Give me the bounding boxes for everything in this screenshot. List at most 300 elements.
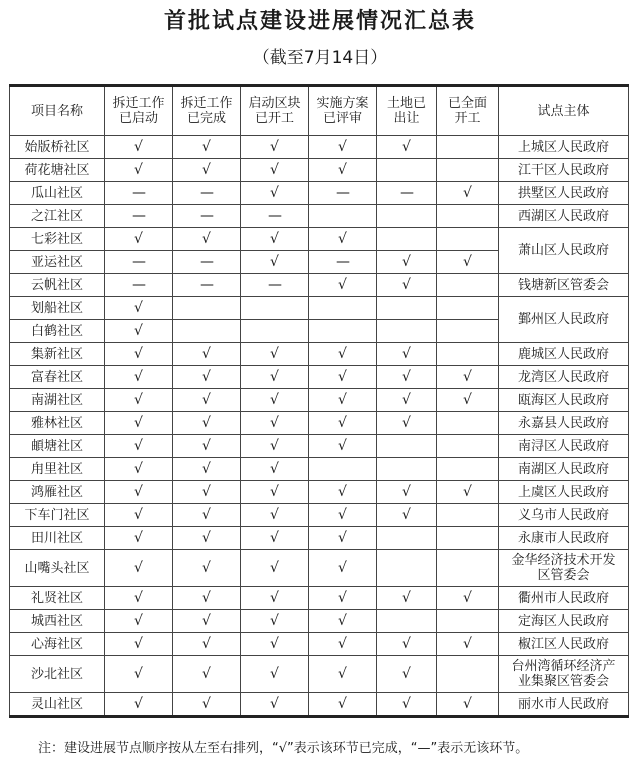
empty-cell <box>437 274 499 297</box>
completed-mark-cell <box>377 504 437 527</box>
not-applicable-cell <box>241 205 309 228</box>
not-applicable-cell <box>105 251 173 274</box>
check-mark: √ <box>134 559 143 576</box>
check-mark: √ <box>338 414 347 431</box>
pilot-subject-cell: 江干区人民政府 <box>499 159 629 182</box>
completed-mark-cell <box>377 481 437 504</box>
table-row <box>10 656 629 693</box>
empty-cell <box>173 320 241 343</box>
check-mark: √ <box>338 138 347 155</box>
column-header: 项目名称 <box>10 86 105 136</box>
check-mark: √ <box>402 391 411 408</box>
check-mark: √ <box>463 695 472 712</box>
table-row <box>10 481 629 504</box>
check-mark: √ <box>270 635 279 652</box>
empty-cell <box>309 205 377 228</box>
pilot-subject-cell: 上城区人民政府 <box>499 136 629 159</box>
completed-mark-cell <box>241 412 309 435</box>
completed-mark-cell <box>241 182 309 205</box>
check-mark: √ <box>338 161 347 178</box>
completed-mark-cell <box>105 412 173 435</box>
empty-cell <box>437 504 499 527</box>
completed-mark-cell <box>309 656 377 693</box>
completed-mark-cell <box>377 251 437 274</box>
completed-mark-cell <box>241 610 309 633</box>
completed-mark-cell <box>241 159 309 182</box>
completed-mark-cell <box>309 343 377 366</box>
project-name-cell: 沙北社区 <box>10 656 105 693</box>
not-applicable-cell <box>309 182 377 205</box>
completed-mark-cell <box>105 136 173 159</box>
table-row <box>10 205 629 228</box>
dash-mark: — <box>268 276 281 293</box>
check-mark: √ <box>402 276 411 293</box>
check-mark: √ <box>338 559 347 576</box>
completed-mark-cell <box>173 343 241 366</box>
table-row <box>10 343 629 366</box>
check-mark: √ <box>402 483 411 500</box>
pilot-subject-cell: 衢州市人民政府 <box>499 587 629 610</box>
project-name-cell: 山嘴头社区 <box>10 550 105 587</box>
table-row <box>10 228 629 251</box>
completed-mark-cell <box>241 136 309 159</box>
not-applicable-cell <box>173 274 241 297</box>
completed-mark-cell <box>105 550 173 587</box>
table-body <box>10 136 629 717</box>
completed-mark-cell <box>173 228 241 251</box>
check-mark: √ <box>202 665 211 682</box>
check-mark: √ <box>134 161 143 178</box>
check-mark: √ <box>134 612 143 629</box>
project-name-cell: 荷花塘社区 <box>10 159 105 182</box>
completed-mark-cell <box>241 527 309 550</box>
completed-mark-cell <box>309 228 377 251</box>
completed-mark-cell <box>105 297 173 320</box>
project-name-cell: 瓜山社区 <box>10 182 105 205</box>
completed-mark-cell <box>309 412 377 435</box>
check-mark: √ <box>338 589 347 606</box>
completed-mark-cell <box>173 610 241 633</box>
completed-mark-cell <box>241 587 309 610</box>
dash-mark: — <box>132 276 145 293</box>
dash-mark: — <box>132 207 145 224</box>
completed-mark-cell <box>173 550 241 587</box>
pilot-subject-cell: 金华经济技术开发 区管委会 <box>499 550 629 587</box>
check-mark: √ <box>134 506 143 523</box>
dash-mark: — <box>132 184 145 201</box>
dash-mark: — <box>200 276 213 293</box>
pilot-subject-cell: 拱墅区人民政府 <box>499 182 629 205</box>
empty-cell <box>309 320 377 343</box>
check-mark: √ <box>202 695 211 712</box>
check-mark: √ <box>134 230 143 247</box>
check-mark: √ <box>270 138 279 155</box>
project-name-cell: 頔塘社区 <box>10 435 105 458</box>
completed-mark-cell <box>241 366 309 389</box>
project-name-cell: 云帆社区 <box>10 274 105 297</box>
check-mark: √ <box>402 635 411 652</box>
check-mark: √ <box>338 437 347 454</box>
dash-mark: — <box>200 207 213 224</box>
empty-cell <box>437 136 499 159</box>
pilot-subject-cell: 瓯海区人民政府 <box>499 389 629 412</box>
completed-mark-cell <box>173 458 241 481</box>
empty-cell <box>377 527 437 550</box>
check-mark: √ <box>202 612 211 629</box>
completed-mark-cell <box>309 527 377 550</box>
table-row <box>10 366 629 389</box>
completed-mark-cell <box>309 550 377 587</box>
completed-mark-cell <box>309 693 377 717</box>
completed-mark-cell <box>105 389 173 412</box>
check-mark: √ <box>134 414 143 431</box>
check-mark: √ <box>270 391 279 408</box>
empty-cell <box>437 228 499 251</box>
check-mark: √ <box>270 665 279 682</box>
check-mark: √ <box>270 695 279 712</box>
progress-summary-table <box>9 84 629 718</box>
completed-mark-cell <box>173 527 241 550</box>
check-mark: √ <box>134 391 143 408</box>
column-header: 土地已 出让 <box>377 86 437 136</box>
pilot-subject-cell: 西湖区人民政府 <box>499 205 629 228</box>
dash-mark: — <box>132 253 145 270</box>
completed-mark-cell <box>105 435 173 458</box>
pilot-subject-cell: 龙湾区人民政府 <box>499 366 629 389</box>
pilot-subject-cell: 丽水市人民政府 <box>499 693 629 717</box>
completed-mark-cell <box>437 389 499 412</box>
completed-mark-cell <box>241 435 309 458</box>
completed-mark-cell <box>377 136 437 159</box>
completed-mark-cell <box>241 550 309 587</box>
table-row <box>10 412 629 435</box>
check-mark: √ <box>270 506 279 523</box>
completed-mark-cell <box>105 228 173 251</box>
completed-mark-cell <box>309 610 377 633</box>
table-row <box>10 504 629 527</box>
project-name-cell: 南湖社区 <box>10 389 105 412</box>
pilot-subject-cell: 椒江区人民政府 <box>499 633 629 656</box>
check-mark: √ <box>402 506 411 523</box>
not-applicable-cell <box>173 205 241 228</box>
not-applicable-cell <box>105 274 173 297</box>
check-mark: √ <box>463 635 472 652</box>
completed-mark-cell <box>309 274 377 297</box>
completed-mark-cell <box>105 693 173 717</box>
completed-mark-cell <box>377 412 437 435</box>
check-mark: √ <box>338 529 347 546</box>
completed-mark-cell <box>173 587 241 610</box>
check-mark: √ <box>402 665 411 682</box>
completed-mark-cell <box>309 136 377 159</box>
check-mark: √ <box>202 161 211 178</box>
check-mark: √ <box>338 665 347 682</box>
check-mark: √ <box>270 589 279 606</box>
completed-mark-cell <box>437 587 499 610</box>
dash-mark: — <box>400 184 413 201</box>
empty-cell <box>377 435 437 458</box>
completed-mark-cell <box>437 633 499 656</box>
empty-cell <box>437 320 499 343</box>
empty-cell <box>437 458 499 481</box>
table-row <box>10 389 629 412</box>
pilot-subject-cell: 永康市人民政府 <box>499 527 629 550</box>
check-mark: √ <box>134 665 143 682</box>
column-header: 实施方案 已评审 <box>309 86 377 136</box>
check-mark: √ <box>402 253 411 270</box>
completed-mark-cell <box>241 251 309 274</box>
pilot-subject-cell: 上虞区人民政府 <box>499 481 629 504</box>
table-row <box>10 587 629 610</box>
completed-mark-cell <box>173 389 241 412</box>
empty-cell <box>377 159 437 182</box>
completed-mark-cell <box>309 366 377 389</box>
check-mark: √ <box>134 695 143 712</box>
completed-mark-cell <box>105 366 173 389</box>
completed-mark-cell <box>377 656 437 693</box>
table-row <box>10 159 629 182</box>
check-mark: √ <box>270 345 279 362</box>
check-mark: √ <box>338 695 347 712</box>
check-mark: √ <box>134 460 143 477</box>
pilot-subject-cell: 钱塘新区管委会 <box>499 274 629 297</box>
completed-mark-cell <box>309 504 377 527</box>
dash-mark: — <box>268 207 281 224</box>
empty-cell <box>377 320 437 343</box>
column-header: 已全面 开工 <box>437 86 499 136</box>
completed-mark-cell <box>173 412 241 435</box>
completed-mark-cell <box>437 693 499 717</box>
table-row <box>10 633 629 656</box>
check-mark: √ <box>134 437 143 454</box>
check-mark: √ <box>402 138 411 155</box>
table-row <box>10 458 629 481</box>
completed-mark-cell <box>105 159 173 182</box>
check-mark: √ <box>270 483 279 500</box>
project-name-cell: 灵山社区 <box>10 693 105 717</box>
completed-mark-cell <box>173 633 241 656</box>
table-row <box>10 182 629 205</box>
project-name-cell: 富春社区 <box>10 366 105 389</box>
check-mark: √ <box>338 230 347 247</box>
dash-mark: — <box>336 253 349 270</box>
check-mark: √ <box>270 184 279 201</box>
check-mark: √ <box>402 345 411 362</box>
not-applicable-cell <box>105 205 173 228</box>
not-applicable-cell <box>309 251 377 274</box>
completed-mark-cell <box>241 389 309 412</box>
check-mark: √ <box>402 695 411 712</box>
project-name-cell: 田川社区 <box>10 527 105 550</box>
pilot-subject-cell: 鹿城区人民政府 <box>499 343 629 366</box>
dash-mark: — <box>336 184 349 201</box>
project-name-cell: 心海社区 <box>10 633 105 656</box>
check-mark: √ <box>202 589 211 606</box>
empty-cell <box>309 458 377 481</box>
footnote: 注：建设进展节点顺序按从左至右排列，“√”表示该环节已完成，“—”表示无该环节。 <box>38 741 529 756</box>
completed-mark-cell <box>377 343 437 366</box>
completed-mark-cell <box>309 159 377 182</box>
completed-mark-cell <box>241 343 309 366</box>
check-mark: √ <box>270 437 279 454</box>
completed-mark-cell <box>377 274 437 297</box>
check-mark: √ <box>202 414 211 431</box>
check-mark: √ <box>202 345 211 362</box>
check-mark: √ <box>202 368 211 385</box>
project-name-cell: 划船社区 <box>10 297 105 320</box>
check-mark: √ <box>134 299 143 316</box>
check-mark: √ <box>463 589 472 606</box>
column-header: 试点主体 <box>499 86 629 136</box>
project-name-cell: 亚运社区 <box>10 251 105 274</box>
completed-mark-cell <box>241 656 309 693</box>
completed-mark-cell <box>105 504 173 527</box>
project-name-cell: 礼贤社区 <box>10 587 105 610</box>
pilot-subject-cell: 萧山区人民政府 <box>499 228 629 274</box>
completed-mark-cell <box>241 481 309 504</box>
check-mark: √ <box>202 506 211 523</box>
column-header: 启动区块 已开工 <box>241 86 309 136</box>
empty-cell <box>241 320 309 343</box>
not-applicable-cell <box>173 251 241 274</box>
column-header: 拆迁工作 已完成 <box>173 86 241 136</box>
empty-cell <box>377 458 437 481</box>
check-mark: √ <box>463 368 472 385</box>
completed-mark-cell <box>437 481 499 504</box>
completed-mark-cell <box>173 693 241 717</box>
check-mark: √ <box>338 391 347 408</box>
project-name-cell: 鸿雁社区 <box>10 481 105 504</box>
check-mark: √ <box>202 460 211 477</box>
check-mark: √ <box>134 322 143 339</box>
completed-mark-cell <box>309 435 377 458</box>
check-mark: √ <box>270 559 279 576</box>
check-mark: √ <box>270 368 279 385</box>
column-header: 拆迁工作 已启动 <box>105 86 173 136</box>
check-mark: √ <box>402 368 411 385</box>
check-mark: √ <box>134 345 143 362</box>
completed-mark-cell <box>241 633 309 656</box>
check-mark: √ <box>134 138 143 155</box>
completed-mark-cell <box>309 587 377 610</box>
check-mark: √ <box>463 391 472 408</box>
project-name-cell: 甪里社区 <box>10 458 105 481</box>
check-mark: √ <box>270 230 279 247</box>
project-name-cell: 雅林社区 <box>10 412 105 435</box>
empty-cell <box>437 610 499 633</box>
completed-mark-cell <box>241 228 309 251</box>
completed-mark-cell <box>105 587 173 610</box>
completed-mark-cell <box>105 656 173 693</box>
check-mark: √ <box>338 368 347 385</box>
pilot-subject-cell: 南浔区人民政府 <box>499 435 629 458</box>
completed-mark-cell <box>309 481 377 504</box>
check-mark: √ <box>338 635 347 652</box>
not-applicable-cell <box>241 274 309 297</box>
completed-mark-cell <box>241 693 309 717</box>
empty-cell <box>241 297 309 320</box>
check-mark: √ <box>202 483 211 500</box>
completed-mark-cell <box>105 343 173 366</box>
empty-cell <box>437 343 499 366</box>
dash-mark: — <box>200 184 213 201</box>
check-mark: √ <box>270 253 279 270</box>
pilot-subject-cell: 台州湾循环经济产 业集聚区管委会 <box>499 656 629 693</box>
completed-mark-cell <box>241 458 309 481</box>
table-row <box>10 297 629 320</box>
check-mark: √ <box>134 529 143 546</box>
empty-cell <box>437 159 499 182</box>
empty-cell <box>377 610 437 633</box>
check-mark: √ <box>270 612 279 629</box>
check-mark: √ <box>270 161 279 178</box>
check-mark: √ <box>338 506 347 523</box>
check-mark: √ <box>134 635 143 652</box>
table-row <box>10 527 629 550</box>
header-row <box>10 86 629 136</box>
completed-mark-cell <box>437 366 499 389</box>
empty-cell <box>377 205 437 228</box>
check-mark: √ <box>202 138 211 155</box>
project-name-cell: 始版桥社区 <box>10 136 105 159</box>
check-mark: √ <box>270 414 279 431</box>
table-row <box>10 274 629 297</box>
check-mark: √ <box>202 635 211 652</box>
pilot-subject-cell: 鄞州区人民政府 <box>499 297 629 343</box>
check-mark: √ <box>338 345 347 362</box>
table-row <box>10 550 629 587</box>
completed-mark-cell <box>173 504 241 527</box>
project-name-cell: 城西社区 <box>10 610 105 633</box>
completed-mark-cell <box>105 610 173 633</box>
check-mark: √ <box>338 612 347 629</box>
pilot-subject-cell: 义乌市人民政府 <box>499 504 629 527</box>
empty-cell <box>309 297 377 320</box>
table-row <box>10 610 629 633</box>
completed-mark-cell <box>173 159 241 182</box>
table-row <box>10 435 629 458</box>
completed-mark-cell <box>437 251 499 274</box>
completed-mark-cell <box>105 481 173 504</box>
check-mark: √ <box>270 460 279 477</box>
completed-mark-cell <box>377 633 437 656</box>
completed-mark-cell <box>377 587 437 610</box>
empty-cell <box>437 412 499 435</box>
check-mark: √ <box>402 589 411 606</box>
completed-mark-cell <box>437 182 499 205</box>
completed-mark-cell <box>377 366 437 389</box>
completed-mark-cell <box>241 504 309 527</box>
check-mark: √ <box>202 230 211 247</box>
pilot-subject-cell: 定海区人民政府 <box>499 610 629 633</box>
completed-mark-cell <box>309 633 377 656</box>
check-mark: √ <box>202 529 211 546</box>
project-name-cell: 白鹤社区 <box>10 320 105 343</box>
empty-cell <box>377 228 437 251</box>
check-mark: √ <box>202 559 211 576</box>
project-name-cell: 下车门社区 <box>10 504 105 527</box>
not-applicable-cell <box>377 182 437 205</box>
completed-mark-cell <box>173 656 241 693</box>
completed-mark-cell <box>105 633 173 656</box>
not-applicable-cell <box>173 182 241 205</box>
completed-mark-cell <box>173 366 241 389</box>
check-mark: √ <box>338 483 347 500</box>
completed-mark-cell <box>173 481 241 504</box>
pilot-subject-cell: 永嘉县人民政府 <box>499 412 629 435</box>
check-mark: √ <box>463 184 472 201</box>
empty-cell <box>173 297 241 320</box>
